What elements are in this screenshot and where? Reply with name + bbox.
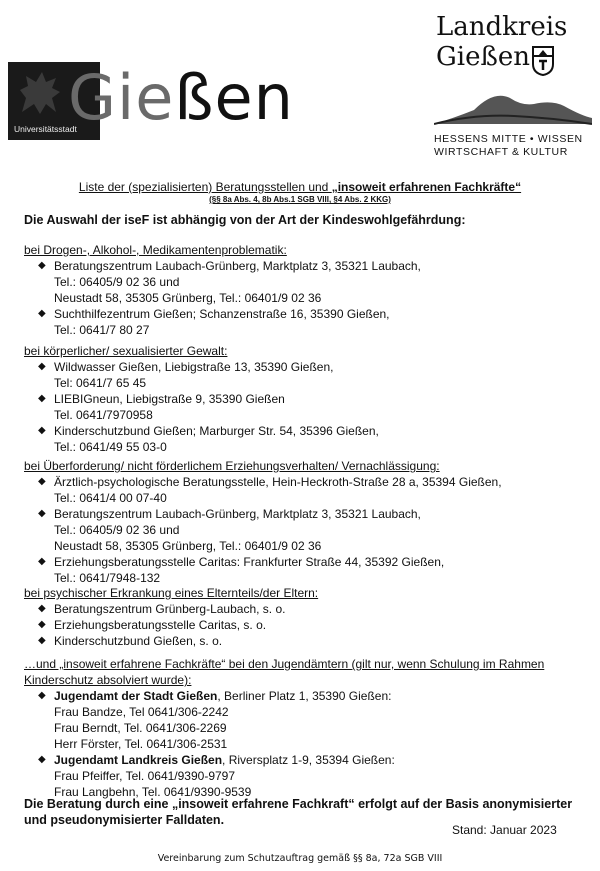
list-item: ◆ Wildwasser Gießen, Liebigstraße 13, 35390 Gießen, Tel: 0641/7 65 45 <box>38 360 334 390</box>
bullet-icon: ◆ <box>38 635 46 646</box>
city-logo <box>8 61 294 140</box>
section-neglect <box>24 458 502 586</box>
list-item: ◆ Kinderschutzbund Gießen, s. o. <box>38 634 223 648</box>
bullet-icon: ◆ <box>38 393 46 404</box>
crest-icon <box>532 46 554 76</box>
page-footer: Vereinbarung zum Schutzauftrag gemäß §§ 8a, 72a SGB VIII <box>157 853 443 864</box>
list-item: ◆ Erziehungsberatungsstelle Caritas, s. o. <box>38 618 267 632</box>
section-violence <box>24 343 379 455</box>
list-item: ◆ Beratungszentrum Grünberg-Laubach, s. o. <box>38 602 286 616</box>
county-name-1: Landkreis <box>436 12 568 42</box>
bullet-icon: ◆ <box>38 476 46 487</box>
section-heading-cont: Kinderschutz absolviert wurde): <box>24 673 192 687</box>
list-item: ◆ Jugendamt der Stadt Gießen, Berliner Platz 1, 35390 Gießen: Frau Bandze, Tel 0641/306-2242 Frau Berndt, Tel. 0641/306-2269 Herr Förster, Tel. 0641/306-2531 <box>38 689 392 751</box>
list-item: ◆ Erziehungsberatungsstelle Caritas: Frankfurter Straße 44, 35392 Gießen, Tel.: 0641/7948-132 <box>38 555 445 585</box>
bullet-icon: ◆ <box>38 361 46 372</box>
section-heading: bei Drogen-, Alkohol-, Medikamentenproblematik: <box>24 243 287 257</box>
section-heading: …und „insoweit erfahrene Fachkräfte“ bei den Jugendämtern (gilt nur, wenn Schulung im Rahmen <box>24 657 545 671</box>
section-youth-offices <box>24 656 544 800</box>
city-subtitle: Universitätsstadt <box>14 124 77 134</box>
lion-icon <box>12 68 68 120</box>
bullet-icon: ◆ <box>38 425 46 436</box>
list-item: ◆ Suchthilfezentrum Gießen; Schanzenstraße 16, 35390 Gießen, Tel.: 0641/7 80 27 <box>38 307 390 337</box>
section-heading: bei körperlicher/ sexualisierter Gewalt: <box>24 344 228 358</box>
document-title: Liste der (spezialisierten) Beratungsstellen und „insoweit erfahrenen Fachkräfte“ <box>78 180 522 194</box>
bullet-icon: ◆ <box>38 619 46 630</box>
section-heading: bei psychischer Erkrankung eines Elternteils/der Eltern: <box>24 586 319 600</box>
hills-icon <box>434 84 592 128</box>
section-drugs <box>24 242 421 338</box>
bullet-icon: ◆ <box>38 754 46 765</box>
bullet-icon: ◆ <box>38 690 46 701</box>
list-item: ◆ LIEBIGneun, Liebigstraße 9, 35390 Gießen Tel. 0641/7970958 <box>38 392 285 422</box>
section-mental-illness <box>24 585 318 649</box>
county-tagline-1: HESSENS MITTE • WISSEN <box>434 133 583 145</box>
document-subtitle: (§§ 8a Abs. 4, 8b Abs.1 SGB VIII, §4 Abs. 2 KKG) <box>209 195 391 204</box>
county-logo <box>432 12 592 162</box>
list-item: ◆ Beratungszentrum Laubach-Grünberg, Marktplatz 3, 35321 Laubach, Tel.: 06405/9 02 36 und Neustadt 58, 35305 Grünberg, Tel.: 06401/9 02 36 <box>38 259 421 305</box>
bullet-icon: ◆ <box>38 260 46 271</box>
list-item: ◆ Kinderschutzbund Gießen; Marburger Str. 54, 35396 Gießen, Tel.: 0641/49 55 03-0 <box>38 424 379 454</box>
county-tagline-2: WIRTSCHAFT & KULTUR <box>434 146 568 158</box>
bullet-icon: ◆ <box>38 603 46 614</box>
closing-statement: Die Beratung durch eine „insoweit erfahrene Fachkraft“ erfolgt auf der Basis anonymisierter und pseudonymisierter Falldaten. <box>24 797 573 827</box>
list-item: ◆ Beratungszentrum Laubach-Grünberg, Marktplatz 3, 35321 Laubach, Tel.: 06405/9 02 36 und Neustadt 58, 35305 Grünberg, Tel.: 06401/9 02 36 <box>38 507 421 553</box>
list-item: ◆ Ärztlich-psychologische Beratungsstelle, Hein-Heckroth-Straße 28 a, 35394 Gießen, Tel.: 0641/4 00 07-40 <box>38 475 502 505</box>
bullet-icon: ◆ <box>38 556 46 567</box>
bullet-icon: ◆ <box>38 308 46 319</box>
city-wordmark: Gießen <box>68 61 294 134</box>
bullet-icon: ◆ <box>38 508 46 519</box>
lead-text: Die Auswahl der iseF ist abhängig von der Art der Kindeswohlgefährdung: <box>24 213 466 227</box>
county-name-2: Gießen <box>436 42 530 72</box>
date-stamp: Stand: Januar 2023 <box>452 823 557 837</box>
list-item: ◆ Jugendamt Landkreis Gießen, Riversplatz 1-9, 35394 Gießen: Frau Pfeiffer, Tel. 0641/9390-9797 Frau Langbehn, Tel. 0641/9390-9539 <box>38 753 395 799</box>
section-heading: bei Überforderung/ nicht förderlichem Erziehungsverhalten/ Vernachlässigung: <box>24 459 440 473</box>
